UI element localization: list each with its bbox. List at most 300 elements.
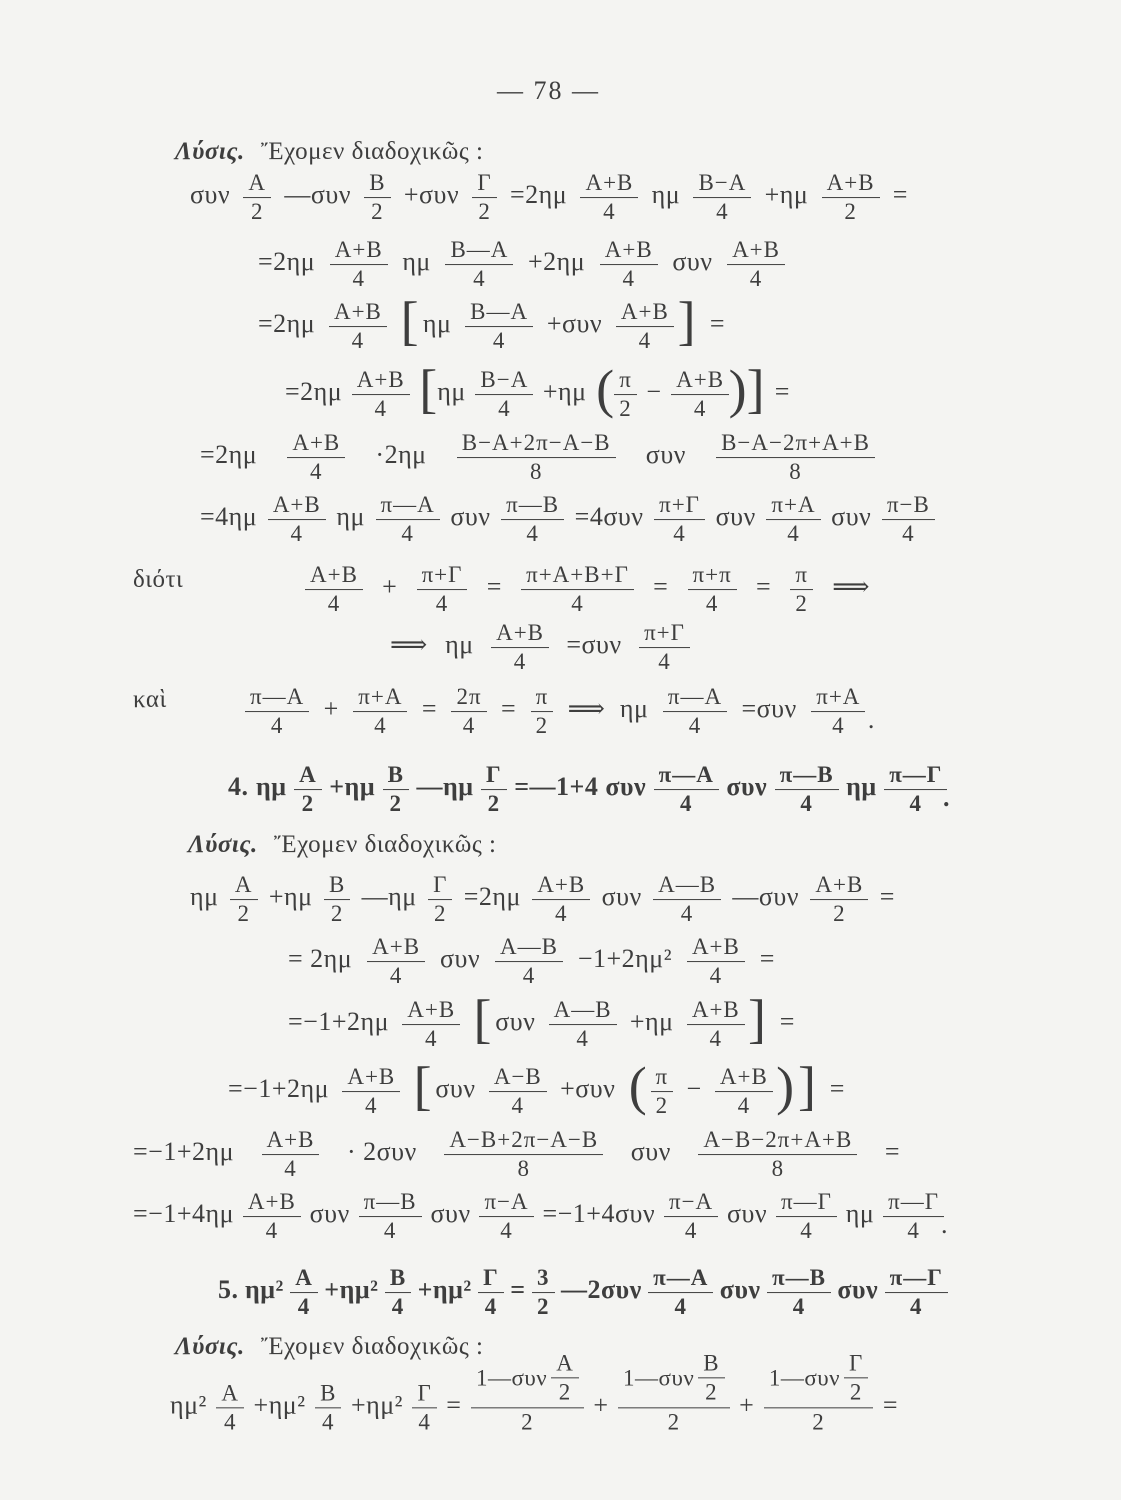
fraction — [479, 1189, 533, 1245]
fraction-numerator: B−A−2π+A+B — [716, 430, 875, 458]
fraction — [472, 170, 496, 226]
equation-line — [258, 237, 785, 293]
math-text: +2ημ — [528, 247, 586, 276]
fraction-numerator: A+B — [687, 997, 745, 1025]
math-text: · 2συν — [346, 1137, 417, 1166]
fraction — [230, 872, 258, 928]
fraction-denominator: 2 — [301, 791, 315, 817]
math-text: = 2ημ — [288, 944, 353, 973]
fraction — [790, 562, 813, 618]
fraction — [671, 367, 729, 423]
math-text: συν — [450, 502, 491, 531]
solution-text: Ἔχομεν διαδοχικῶς : — [274, 831, 497, 858]
exercise-4-statement — [228, 762, 950, 818]
fraction — [614, 367, 637, 423]
math-text: συν — [190, 180, 231, 209]
fraction-denominator: 2 — [389, 791, 403, 817]
fraction-denominator: 8 — [789, 459, 802, 485]
fraction-numerator: π—Γ — [883, 1189, 944, 1217]
equation-line — [200, 430, 875, 486]
fraction-denominator: 2 — [330, 901, 344, 927]
math-text: =−1+2ημ — [133, 1137, 235, 1166]
close-bracket: ] — [797, 1056, 817, 1116]
equation-line — [200, 492, 935, 548]
fraction-denominator: 2 — [705, 1379, 718, 1405]
period: . — [940, 1210, 948, 1239]
fraction — [315, 1380, 341, 1436]
math-text: ημ — [619, 694, 649, 723]
math-text: συν — [715, 502, 756, 531]
math-text: + — [323, 694, 339, 723]
math-text: = — [892, 180, 908, 209]
math-text: = — [779, 1007, 795, 1036]
math-text: ·2ημ — [375, 440, 427, 469]
fraction-numerator: A+B — [342, 1064, 400, 1092]
fraction-denominator: 4 — [787, 521, 800, 547]
math-text: ⟹ — [832, 572, 870, 601]
fraction — [324, 872, 350, 928]
fraction-denominator: 4 — [603, 199, 616, 225]
fraction — [417, 562, 468, 618]
math-text: +συν — [560, 1074, 616, 1103]
math-text: ημ — [256, 772, 287, 801]
fraction-numerator: A−B−2π+A+B — [698, 1127, 857, 1155]
math-text: 4. — [228, 772, 249, 801]
fraction-numerator: Γ — [481, 762, 507, 790]
fraction-denominator: 4 — [705, 591, 719, 617]
open-bracket: ( — [628, 1056, 648, 1116]
fraction-numerator: π+π — [688, 562, 737, 590]
fraction-numerator: 2π — [451, 684, 486, 712]
fraction-numerator: A—B — [495, 934, 563, 962]
fraction-numerator: π—A — [376, 492, 440, 520]
fraction-denominator: 4 — [365, 1093, 378, 1119]
math-text: =4συν — [574, 502, 644, 531]
math-text: συν — [837, 1275, 879, 1304]
fraction-denominator: 4 — [265, 1218, 279, 1244]
equation-line — [288, 934, 775, 990]
math-text: ημ — [651, 180, 681, 209]
fraction-denominator: 4 — [673, 521, 686, 547]
math-text: =2ημ — [258, 309, 316, 338]
fraction-numerator — [618, 1350, 730, 1408]
math-text: 1—συν — [768, 1365, 840, 1391]
fraction — [478, 1265, 504, 1321]
fraction — [767, 1265, 831, 1321]
math-text: +ημ² — [253, 1390, 306, 1419]
math-text: = — [755, 572, 772, 601]
math-text: + — [593, 1390, 609, 1419]
fraction — [412, 1380, 436, 1436]
fraction — [216, 1380, 244, 1436]
fraction — [766, 492, 820, 548]
fraction-numerator: π+A — [353, 684, 407, 712]
fraction — [376, 492, 440, 548]
fraction — [716, 430, 875, 486]
math-text: ημ — [445, 630, 474, 659]
fraction-numerator: A — [551, 1350, 579, 1378]
fraction-denominator: 2 — [833, 901, 846, 927]
fraction — [884, 762, 947, 818]
fraction-denominator: 4 — [679, 791, 693, 817]
fraction-numerator: B — [698, 1350, 724, 1378]
fraction-denominator: 4 — [374, 396, 387, 422]
equation-line — [190, 872, 895, 928]
equation-line — [133, 1127, 900, 1183]
fraction — [688, 562, 737, 618]
fraction-denominator: 4 — [374, 713, 387, 739]
fraction-numerator: B—A — [445, 237, 513, 265]
fraction-denominator: 4 — [688, 713, 702, 739]
math-text: = — [421, 694, 438, 723]
fraction — [618, 1350, 730, 1465]
fraction-denominator: 2 — [795, 591, 808, 617]
math-text: +ημ — [329, 772, 376, 801]
fraction-denominator: 4 — [498, 396, 511, 422]
fraction-numerator: π—B — [775, 762, 839, 790]
fraction-numerator: A+B — [268, 492, 326, 520]
fraction-denominator: 4 — [321, 1409, 335, 1435]
fraction — [885, 1265, 948, 1321]
math-text: =−1+2ημ — [288, 1007, 390, 1036]
fraction-numerator: A — [294, 762, 322, 790]
math-text: =2ημ — [509, 180, 568, 209]
fraction-denominator: 4 — [658, 649, 671, 675]
math-text: +ημ² — [350, 1390, 403, 1419]
fraction-denominator: 4 — [435, 591, 449, 617]
fraction — [359, 1189, 422, 1245]
equation-line — [228, 1056, 845, 1120]
fraction-denominator: 4 — [571, 591, 584, 617]
math-text: +ημ — [764, 180, 809, 209]
fraction — [651, 1064, 674, 1120]
math-text: +ημ² — [417, 1275, 472, 1304]
fraction-denominator: 4 — [500, 1218, 513, 1244]
fraction-denominator: 4 — [709, 963, 723, 989]
math-text: =2ημ — [463, 882, 521, 911]
math-text: 1—συν — [623, 1365, 695, 1391]
fraction-denominator: 2 — [844, 199, 857, 225]
fraction-numerator: 3 — [532, 1265, 555, 1293]
solution-text: Ἔχομεν διαδοχικῶς : — [261, 1333, 484, 1360]
open-bracket: [ — [419, 359, 438, 419]
math-text: =−1+2ημ — [228, 1074, 330, 1103]
fraction-denominator: 2 — [849, 1379, 863, 1405]
math-text: = — [486, 572, 502, 601]
fraction-numerator: A+B — [822, 170, 880, 198]
math-text: =συν — [566, 630, 622, 659]
fraction-numerator: π—B — [359, 1189, 422, 1217]
fraction — [693, 170, 751, 226]
fraction-denominator: 8 — [529, 459, 543, 485]
fraction-denominator: 4 — [709, 1026, 723, 1052]
close-bracket: ) — [728, 359, 748, 419]
open-bracket: [ — [400, 291, 420, 351]
math-text: = — [446, 1390, 462, 1419]
fraction-denominator: 4 — [832, 713, 845, 739]
fraction-denominator: 4 — [526, 521, 539, 547]
fraction — [481, 762, 507, 818]
fraction-denominator: 2 — [371, 199, 384, 225]
fraction — [664, 1189, 718, 1245]
math-text: συν — [831, 502, 872, 531]
fraction-denominator: 4 — [270, 713, 284, 739]
fraction-numerator: A+B — [329, 299, 387, 327]
fraction — [653, 872, 721, 928]
math-text: συν — [601, 882, 642, 911]
fraction-denominator: 4 — [310, 459, 323, 485]
equation-line — [133, 1189, 948, 1245]
fraction — [810, 872, 868, 928]
math-text: —συν — [732, 882, 800, 911]
fraction — [654, 492, 705, 548]
fraction-numerator: π—A — [663, 684, 727, 712]
fraction-denominator: 4 — [473, 266, 486, 292]
fraction-numerator: Γ — [428, 872, 452, 900]
fraction-numerator: A+B — [367, 934, 425, 962]
math-text: συν — [435, 1074, 476, 1103]
equation-line — [288, 989, 795, 1053]
fraction — [495, 934, 563, 990]
fraction-numerator: B — [315, 1380, 341, 1408]
fraction-denominator: 4 — [391, 1294, 405, 1320]
fraction — [822, 170, 880, 226]
fraction — [451, 684, 486, 740]
fraction — [245, 684, 309, 740]
math-text: συν — [672, 247, 713, 276]
math-text: −1+2ημ² — [577, 944, 673, 973]
fraction — [811, 684, 865, 740]
equation-line — [190, 170, 908, 226]
solution-text: Ἔχομεν διαδοχικῶς : — [261, 138, 484, 165]
math-text: = — [501, 694, 517, 723]
fraction-numerator: A+B — [305, 562, 363, 590]
fraction-numerator: A+B — [616, 299, 674, 327]
fraction-denominator: 4 — [401, 521, 414, 547]
solution-label: Λύσις. — [175, 138, 245, 165]
math-text: = — [879, 882, 895, 911]
fraction-numerator: A+B — [600, 237, 658, 265]
fraction-denominator: 4 — [383, 1218, 397, 1244]
fraction-numerator: A+B — [330, 237, 388, 265]
fraction-numerator: A—B — [653, 872, 721, 900]
math-text: =—1+4 συν — [514, 772, 647, 801]
math-text: =−1+4συν — [542, 1199, 656, 1228]
fraction — [531, 684, 554, 740]
fraction-numerator: π—Γ — [776, 1189, 837, 1217]
fraction-denominator: 4 — [327, 591, 341, 617]
fraction-numerator: B — [385, 1265, 411, 1293]
fraction-denominator: 4 — [352, 266, 365, 292]
fraction-denominator: 4 — [290, 521, 304, 547]
fraction — [364, 170, 390, 226]
fraction-denominator: 2 — [487, 791, 501, 817]
fraction-numerator: A+B — [532, 872, 590, 900]
math-text: συν — [439, 944, 481, 973]
fraction-denominator: 4 — [800, 791, 813, 817]
fraction — [444, 1127, 603, 1183]
equation-line — [258, 291, 725, 355]
fraction — [287, 430, 345, 486]
fraction-numerator: A+B — [687, 934, 745, 962]
fraction-numerator: π—Γ — [884, 762, 947, 790]
fraction — [262, 1127, 320, 1183]
fraction — [457, 430, 616, 486]
fraction-denominator: 2 — [521, 1409, 534, 1435]
math-text: = — [653, 572, 669, 601]
math-text: ημ — [336, 502, 365, 531]
fraction-numerator — [471, 1350, 584, 1408]
fraction-numerator: A−B — [489, 1064, 547, 1092]
fraction-denominator: 2 — [619, 396, 632, 422]
fraction-denominator: 4 — [484, 1294, 498, 1320]
fraction-numerator: π — [531, 684, 554, 712]
math-text: συν — [430, 1199, 471, 1228]
math-text: 1—συν — [476, 1365, 548, 1391]
fraction-denominator: 2 — [812, 1409, 825, 1435]
fraction — [698, 1350, 724, 1406]
fraction-numerator: A+B — [727, 237, 785, 265]
math-text: =συν — [741, 694, 797, 723]
fraction — [648, 1265, 713, 1321]
fraction-denominator: 4 — [800, 1218, 813, 1244]
fraction-denominator: 4 — [418, 1409, 431, 1435]
fraction-numerator — [764, 1350, 873, 1408]
solution-label: Λύσις. — [175, 1333, 245, 1360]
math-text: συν — [309, 1199, 350, 1228]
math-text: συν — [719, 1275, 761, 1304]
fraction-numerator: π+Γ — [639, 620, 690, 648]
fraction — [352, 367, 410, 423]
math-text: = — [884, 1137, 900, 1166]
fraction — [290, 1265, 318, 1321]
fraction-numerator: π+A — [811, 684, 865, 712]
fraction — [549, 997, 617, 1053]
math-text: ημ — [845, 1199, 875, 1228]
fraction-numerator: π — [790, 562, 813, 590]
math-text: ημ — [402, 247, 431, 276]
fraction — [616, 299, 674, 355]
fraction-denominator: 4 — [684, 1218, 698, 1244]
fraction-denominator: 4 — [351, 328, 365, 354]
fraction-denominator: 2 — [655, 1093, 669, 1119]
math-text: ημ — [422, 309, 452, 338]
fraction-denominator: 2 — [535, 713, 549, 739]
solution-heading — [175, 138, 483, 166]
fraction-denominator: 2 — [667, 1409, 681, 1435]
fraction-denominator: 4 — [511, 1093, 525, 1119]
fraction-denominator: 2 — [558, 1379, 572, 1405]
fraction-numerator: A+B — [287, 430, 345, 458]
fraction — [687, 997, 745, 1053]
math-text: —ημ — [361, 882, 417, 911]
fraction — [532, 872, 590, 928]
connective-dioti: διότι — [133, 566, 184, 593]
fraction-denominator: 4 — [792, 1294, 806, 1320]
math-text: =2ημ — [285, 377, 343, 406]
fraction — [342, 1064, 400, 1120]
math-text: =2ημ — [258, 247, 316, 276]
fraction — [383, 762, 409, 818]
fraction-numerator: B−A — [693, 170, 751, 198]
math-text: —ημ — [416, 772, 474, 801]
fraction — [775, 762, 839, 818]
math-text: ⟹ — [567, 694, 606, 723]
fraction — [883, 1189, 944, 1245]
fraction-denominator: 2 — [537, 1294, 550, 1320]
math-text: = — [829, 1074, 845, 1103]
fraction — [687, 934, 745, 990]
math-text: +ημ — [542, 377, 587, 406]
fraction-denominator: 4 — [522, 963, 536, 989]
equation-line — [285, 359, 790, 423]
math-text: 5. — [218, 1275, 239, 1304]
period: . — [867, 705, 875, 734]
math-text: +συν — [546, 309, 603, 338]
math-text: +ημ² — [324, 1275, 379, 1304]
fraction-denominator: 4 — [389, 963, 403, 989]
fraction-denominator: 8 — [771, 1156, 785, 1182]
fraction — [243, 1189, 301, 1245]
fraction — [353, 684, 407, 740]
fraction-denominator: 4 — [576, 1026, 589, 1052]
fraction — [580, 170, 638, 226]
fraction-numerator: A+B — [352, 367, 410, 395]
fraction-numerator: A+B — [580, 170, 638, 198]
fraction-denominator: 2 — [433, 901, 447, 927]
exercise-5-statement — [218, 1265, 948, 1321]
fraction — [844, 1350, 868, 1406]
fraction — [600, 237, 658, 293]
math-text: —συν — [284, 180, 351, 209]
math-text: ημ — [846, 772, 877, 801]
fraction — [727, 237, 785, 293]
fraction-numerator: A+B — [402, 997, 460, 1025]
fraction-numerator: π+Γ — [654, 492, 705, 520]
math-text: συν — [726, 772, 768, 801]
fraction — [663, 684, 727, 740]
fraction — [551, 1350, 579, 1406]
fraction-numerator: A — [216, 1380, 244, 1408]
math-text: =4ημ — [200, 502, 258, 531]
fraction — [268, 492, 326, 548]
fraction-numerator: π—Γ — [885, 1265, 948, 1293]
math-text: +συν — [403, 180, 460, 209]
fraction-numerator: π—A — [654, 762, 719, 790]
fraction-numerator: Γ — [844, 1350, 868, 1378]
page-number: — 78 — — [497, 76, 600, 105]
fraction — [330, 237, 388, 293]
fraction — [654, 762, 719, 818]
equation-line — [390, 620, 690, 676]
fraction-numerator: π+Γ — [417, 562, 468, 590]
fraction-numerator: A−B+2π−A−B — [444, 1127, 603, 1155]
fraction-numerator: π−A — [664, 1189, 718, 1217]
fraction-denominator: 4 — [638, 328, 652, 354]
math-text: ημ² — [170, 1390, 207, 1419]
fraction-denominator: 4 — [492, 328, 506, 354]
fraction-denominator: 8 — [517, 1156, 531, 1182]
fraction-numerator: B — [364, 170, 390, 198]
fraction — [465, 299, 533, 355]
fraction-denominator: 4 — [462, 713, 476, 739]
math-text: συν — [727, 1199, 768, 1228]
fraction — [776, 1189, 837, 1245]
math-text: = — [759, 944, 775, 973]
close-bracket: ] — [748, 989, 767, 1049]
period: . — [942, 783, 950, 812]
fraction-numerator: A — [243, 170, 271, 198]
